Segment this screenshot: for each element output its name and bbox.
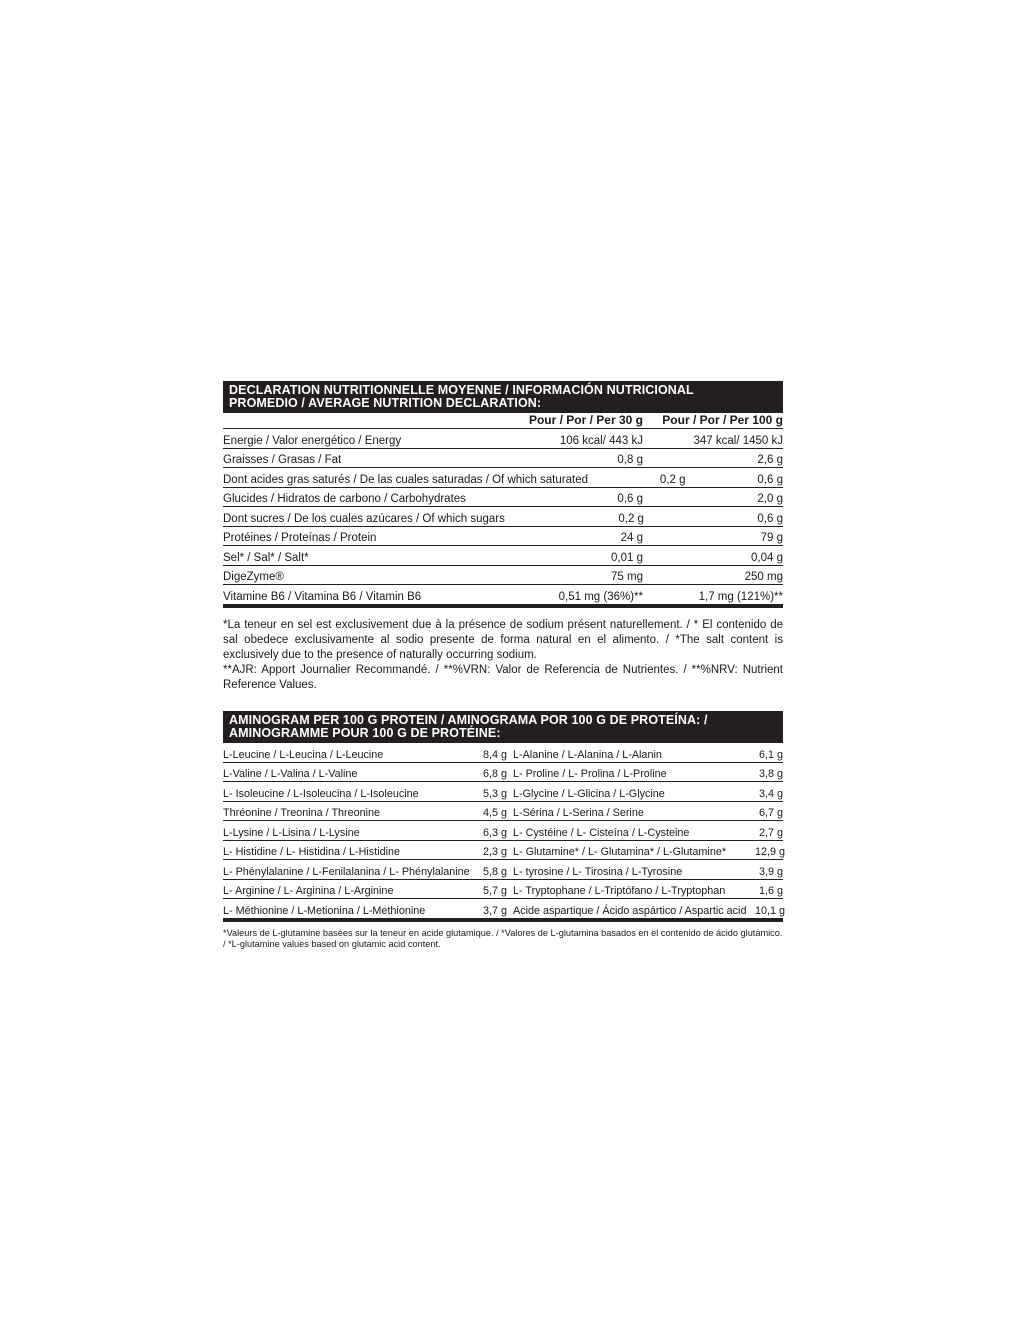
amino-value-left: 6,8 g [482, 768, 507, 780]
nutrition-row [223, 507, 783, 527]
value-per-100g: 79 g [760, 532, 783, 544]
value-per-30g: 0,01 g [611, 551, 643, 564]
amino-acid-left: L-Valine / L-Valina / L-Valine [223, 768, 358, 780]
nutrition-row [223, 585, 783, 605]
aminogram-row [223, 899, 786, 919]
amino-acid-right: L-Alanine / L-Alanina / L-Alanin [513, 748, 662, 761]
amino-acid-left: L- Histidine / L- Histidina / L-Histidine [223, 846, 401, 858]
amino-acid-right: Acide aspartique / Ácido aspártico / Aspartic acid [513, 904, 747, 917]
nutrition-row [223, 468, 783, 488]
nutrition-row [223, 429, 783, 449]
amino-acid-right: L- Proline / L- Prolina / L-Proline [513, 768, 667, 780]
value-per-30g: 24 g [620, 532, 643, 544]
aminogram-rows [223, 743, 786, 919]
value-per-30g: 0,6 g [617, 493, 643, 505]
amino-acid-right: L- Tryptophane / L-Triptófano / L-Tryptophan [513, 885, 726, 897]
nutrition-row [223, 488, 783, 508]
amino-acid-left: L- Phénylalanine / L-Fenilalanina / L- Phénylalanine [223, 865, 470, 878]
amino-value-right: 6,1 g [758, 748, 783, 761]
amino-value-right: 1,6 g [758, 885, 783, 897]
value-per-100g: 2,6 g [757, 454, 783, 466]
amino-value-right: 6,7 g [758, 807, 783, 819]
nutrition-row [223, 527, 783, 547]
amino-value-right: 2,7 g [758, 826, 783, 839]
aminogram-row [223, 782, 783, 802]
nutrient-label: Protéines / Proteínas / Protein [223, 532, 377, 544]
value-per-30g: 0,2 g [659, 473, 686, 486]
value-per-100g: 0,04 g [751, 551, 783, 564]
nutrient-label: Dont acides gras saturés / De las cuales saturadas / Of which saturated [223, 473, 588, 486]
amino-value-right: 10,1 g [755, 904, 786, 917]
nutrition-column-headers [223, 413, 783, 429]
value-per-100g: 347 kcal/ 1450 kJ [693, 434, 783, 447]
amino-value-right: 3,4 g [758, 787, 783, 800]
amino-acid-left: L- Méthionine / L-Metionina / L-Methionine [223, 904, 426, 917]
glutamine-footnote: *Valeurs de L-glutamine basées sur la teneur en acide glutamique. / *Valores de L-glutamina basados en el contenido de ácido glutámico. / *L-glutamine values based on glutamic acid content. [223, 927, 783, 949]
aminogram-row [223, 821, 783, 841]
amino-value-right: 12,9 g [755, 846, 786, 858]
nutrition-table [223, 381, 783, 694]
value-per-30g: 0,8 g [617, 454, 643, 466]
amino-value-right: 3,8 g [758, 768, 783, 780]
amino-acid-left: L-Leucine / L-Leucina / L-Leucine [223, 748, 384, 761]
aminogram-header-line2: AMINOGRAMME POUR 100 G DE PROTÉINE: [229, 726, 501, 740]
nutrition-header [223, 381, 783, 413]
amino-value-left: 5,7 g [482, 885, 507, 897]
nutrition-row [223, 449, 783, 469]
nutrition-header-line2: PROMEDIO / AVERAGE NUTRITION DECLARATION: [229, 396, 542, 410]
nutrition-row [223, 566, 783, 586]
value-per-100g: 1,7 mg (121%)** [698, 590, 783, 603]
amino-value-left: 8,4 g [482, 748, 507, 761]
aminogram-row [223, 743, 783, 763]
aminogram-header-line1: AMINOGRAM PER 100 G PROTEIN / AMINOGRAMA POR 100 G DE PROTEÍNA: / [229, 713, 708, 727]
amino-acid-left: Thréonine / Treonina / Threonine [223, 807, 381, 819]
value-per-100g: 250 mg [744, 571, 783, 583]
value-per-100g: 0,6 g [757, 512, 783, 525]
amino-value-left: 5,8 g [482, 865, 507, 878]
aminogram-row [223, 763, 783, 783]
salt-note: *La teneur en sel est exclusivement due à la présence de sodium présent naturellement. / * El contenido de sal obedece exclusivamente al sodio presente de forma natural en el alimento. / *The salt content is exclusively due to the presence of naturally occurring sodium. [223, 618, 783, 661]
nutrition-header-line1: DECLARATION NUTRITIONNELLE MOYENNE / INFORMACIÓN NUTRICIONAL [229, 383, 694, 397]
nutrition-row [223, 546, 783, 566]
nutrient-label: DigeZyme® [223, 571, 284, 583]
amino-acid-right: L-Sérina / L-Serina / Serine [513, 807, 644, 819]
amino-value-left: 6,3 g [482, 826, 507, 839]
nutrition-bottom-rule [223, 605, 783, 608]
value-per-100g: 0,6 g [757, 473, 783, 486]
amino-acid-right: L-Glycine / L-Glicina / L-Glycine [513, 787, 665, 800]
value-per-100g: 2,0 g [757, 493, 783, 505]
amino-acid-left: L-Lysine / L-Lisina / L-Lysine [223, 826, 360, 839]
aminogram-row [223, 802, 783, 822]
aminogram-row [223, 880, 783, 900]
amino-value-left: 5,3 g [482, 787, 507, 800]
value-per-30g: 0,2 g [618, 512, 644, 525]
column-header-per-30g: Pour / Por / Per 30 g [528, 413, 643, 427]
amino-acid-left: L- Isoleucine / L-Isoleucina / L-Isoleucine [223, 787, 419, 800]
nutrient-label: Glucides / Hidratos de carbono / Carbohydrates [223, 493, 466, 505]
nutrition-notes [223, 618, 783, 694]
aminogram-bottom-rule [223, 919, 783, 922]
amino-acid-right: L- Glutamine* / L- Glutamina* / L-Glutamine* [513, 846, 727, 858]
amino-value-left: 3,7 g [482, 904, 507, 917]
nutrient-label: Graisses / Grasas / Fat [223, 454, 342, 466]
amino-value-right: 3,9 g [758, 865, 783, 878]
amino-acid-right: L- tyrosine / L- Tirosina / L-Tyrosine [513, 865, 683, 878]
nutrient-label: Vitamine B6 / Vitamina B6 / Vitamin B6 [223, 590, 422, 603]
value-per-30g: 106 kcal/ 443 kJ [559, 434, 643, 447]
value-per-30g: 0,51 mg (36%)** [558, 590, 643, 603]
amino-acid-right: L- Cystéine / L- Cisteína / L-Cysteine [513, 826, 690, 839]
nutrient-label: Dont sucres / De los cuales azúcares / Of which sugars [223, 512, 505, 525]
nutrient-label: Energie / Valor energético / Energy [223, 434, 402, 447]
amino-value-left: 2,3 g [482, 846, 507, 858]
aminogram-row [223, 841, 786, 861]
nutrient-label: Sel* / Sal* / Salt* [223, 551, 309, 564]
aminogram-table [223, 711, 786, 950]
aminogram-row [223, 860, 783, 880]
nrv-note: **AJR: Apport Journalier Recommandé. / **%VRN: Valor de Referencia de Nutrientes. / **%NRV: Nutrient Reference Values. [223, 664, 783, 692]
nutrition-rows [223, 429, 783, 605]
aminogram-header [223, 711, 783, 743]
value-per-30g: 75 mg [611, 571, 643, 583]
column-header-per-100g: Pour / Por / Per 100 g [662, 413, 783, 427]
amino-value-left: 4,5 g [482, 807, 507, 819]
amino-acid-left: L- Arginine / L- Arginina / L-Arginine [223, 885, 394, 897]
